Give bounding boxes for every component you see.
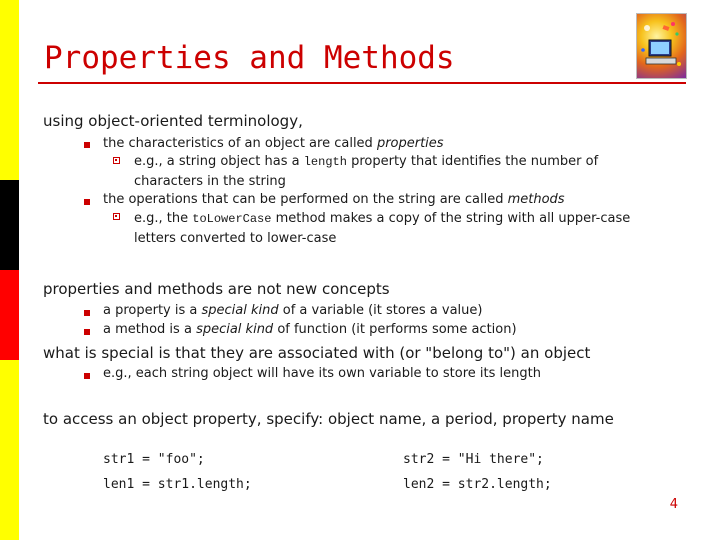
code-tolowercase: toLowerCase bbox=[192, 212, 272, 226]
access-line: to access an object property, specify: object name, a period, property name bbox=[43, 410, 614, 428]
code-row1-left: str1 = "foo"; bbox=[103, 452, 205, 467]
intro-line: using object-oriented terminology, bbox=[43, 112, 303, 130]
method-kind-em: special kind bbox=[196, 322, 274, 337]
method-kind-pre: a method is a bbox=[103, 322, 197, 337]
method-kind-post: of function (it performs some action) bbox=[273, 322, 517, 337]
clip-art-computer-icon bbox=[636, 13, 687, 79]
side-stripe-yellow-bottom bbox=[0, 360, 19, 540]
bullet-special-marker bbox=[84, 373, 90, 379]
page-number: 4 bbox=[669, 497, 678, 512]
sub-bullet-length-marker bbox=[113, 157, 120, 164]
side-stripe-black bbox=[0, 180, 19, 270]
sub-bullet-length-pre: e.g., a string object has a bbox=[134, 154, 304, 169]
sub-bullet-tolowercase bbox=[134, 209, 664, 248]
sub-bullet-tolowercase-marker bbox=[113, 213, 120, 220]
bullet-methods-term: methods bbox=[507, 192, 565, 207]
side-stripe-red bbox=[0, 270, 19, 360]
side-stripe-yellow-top bbox=[0, 0, 19, 180]
bullet-properties-text: the characteristics of an object are called bbox=[103, 136, 377, 151]
code-length: length bbox=[303, 155, 347, 169]
sub-bullet-length bbox=[134, 152, 664, 191]
code-row1-right: str2 = "Hi there"; bbox=[403, 452, 544, 467]
code-row2-right: len2 = str2.length; bbox=[403, 477, 552, 492]
bullet-method-kind bbox=[103, 322, 517, 337]
bullet-property-kind bbox=[103, 303, 482, 318]
sub-bullet-tolowercase-pre: e.g., the bbox=[134, 211, 193, 226]
bullet-property-kind-marker bbox=[84, 310, 90, 316]
title-underline bbox=[38, 82, 686, 84]
bullet-methods-text: the operations that can be performed on the string are called bbox=[103, 192, 508, 207]
property-kind-pre: a property is a bbox=[103, 303, 202, 318]
property-kind-em: special kind bbox=[201, 303, 279, 318]
property-kind-post: of a variable (it stores a value) bbox=[278, 303, 483, 318]
code-row2-left: len1 = str1.length; bbox=[103, 477, 252, 492]
bullet-properties-term: properties bbox=[376, 136, 444, 151]
bullet-method-kind-marker bbox=[84, 329, 90, 335]
concepts-line: properties and methods are not new concepts bbox=[43, 280, 390, 298]
bullet-methods bbox=[103, 192, 565, 207]
slide-title: Properties and Methods bbox=[44, 40, 455, 76]
bullet-properties bbox=[103, 136, 444, 151]
special-line: what is special is that they are associated with (or "belong to") an object bbox=[43, 344, 591, 362]
sub-bullet-tolowercase-post: method makes a copy of the string with all upper-case letters converted to lower-case bbox=[134, 211, 631, 246]
bullet-properties-marker bbox=[84, 142, 90, 148]
bullet-special: e.g., each string object will have its own variable to store its length bbox=[103, 366, 541, 381]
bullet-methods-marker bbox=[84, 199, 90, 205]
sub-bullet-length-post: property that identifies the number of characters in the string bbox=[134, 154, 599, 189]
